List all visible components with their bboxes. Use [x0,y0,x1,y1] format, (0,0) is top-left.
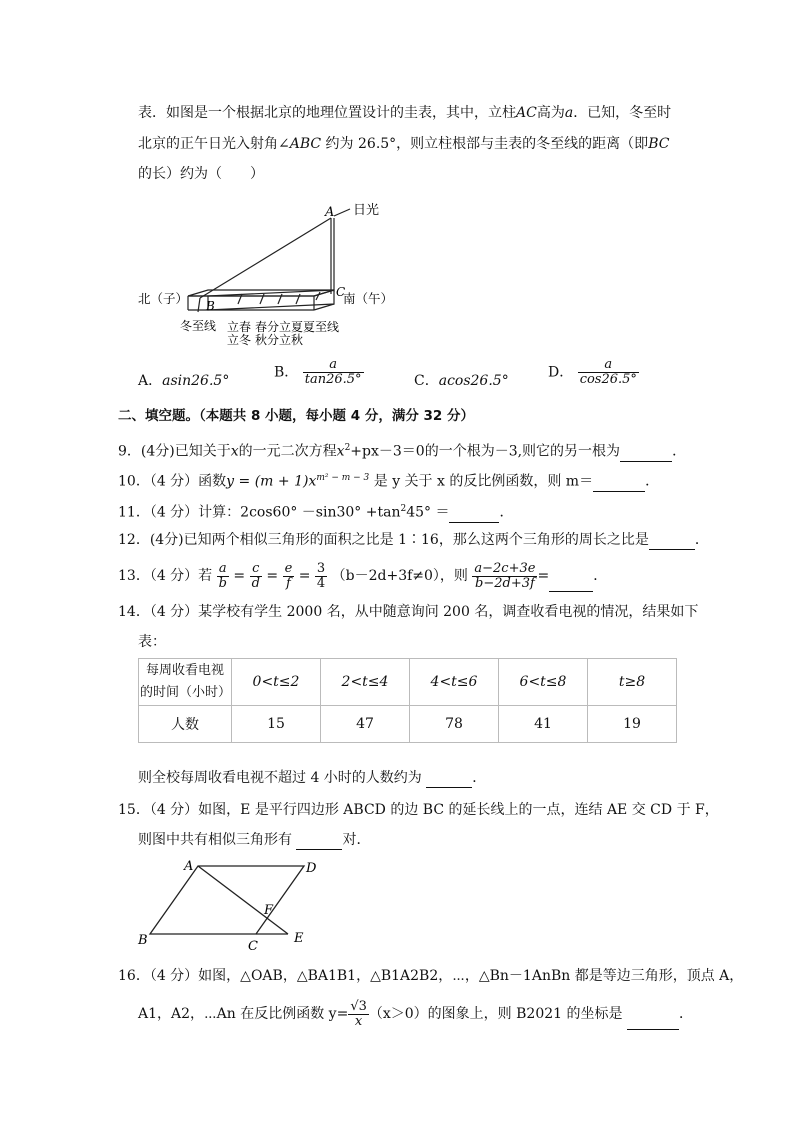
label-summer-line: 夏至线 [303,320,340,334]
q16-line1: 16．（4 分）如图，△OAB，△BA1B1，△B1A2B2，⋯，△Bn－1AnBn 都是等边三角形，顶点 A， [118,968,744,984]
table-count: 47 [321,706,410,743]
label-autumn-equinox: 秋分 [255,333,280,347]
table-header-label: 每周收看电视 的时间（小时） [139,659,232,706]
q8-line3: 的长）约为（ ） [138,166,264,182]
q14-blank[interactable] [426,773,472,788]
label-summer-begin: 立夏 [279,320,304,334]
label-south: 南（午） [343,291,394,306]
label-winter-begin: 立冬 [227,333,252,347]
q12-blank[interactable] [649,535,695,550]
table-range: t≥8 [588,659,677,706]
label-C: C [336,285,346,299]
label-F: F [264,903,274,918]
option-a[interactable]: A．asin26.5° [138,373,230,389]
q15-line1: 15．（4 分）如图，E 是平行四边形 ABCD 的边 BC 的延长线上的一点，连结 AE 交 CD 于 F， [118,802,719,818]
q15-blank[interactable] [296,835,342,850]
label-winter-line: 冬至线 [180,319,217,333]
table-count: 19 [588,706,677,743]
q11-blank[interactable] [449,508,499,523]
q9: 9．(4分)已知关于x的一元二次方程$x^2+px-3=0$的一个根为－3,则它的另一根为 ． [118,443,687,460]
label-D: D [306,861,317,876]
q16-blank[interactable] [627,1015,679,1030]
q13: 13．（4 分）若 $\frac{a}{b}$ = $\frac{c}{d}$ = $\frac{e}{f}$ = $\frac{3}{4}$ （b－2d+3f≠0），则 $\frac{a-2c+3e}{b-2d+3f}$ = ． [118,560,608,591]
table-count: 15 [232,706,321,743]
table-range: 4<t≤6 [410,659,499,706]
parallelogram-figure [134,856,324,952]
q9-blank[interactable] [620,447,672,462]
label-spring-equinox: 春分 [255,320,280,334]
table-count: 41 [499,706,588,743]
label-sunlight: 日光 [353,203,380,218]
q14-line2: 表： [138,634,166,650]
q11: 11．（4 分）计算：$2\cos 60^\circ -\sin 30^\circ +\tan^245^\circ$ ＝ ． [118,504,514,521]
label-spring-begin: 立春 [227,320,252,334]
label-A: A [325,205,335,220]
q15-line2: 则图中共有相似三角形有 对． [138,832,371,848]
label-B: B [206,299,215,313]
table-range: 0<t≤2 [232,659,321,706]
q16-line2: A1，A2，⋯An 在反比例函数 y= $\frac{√3}{x}$ （x＞0）的图象上，则 B2021 的坐标是 ． [138,998,693,1029]
q10-blank[interactable] [593,477,645,492]
q10: 10．（4 分）函数$y = (m + 1)x^{m^2 - m - 3}$ 是 y 关于 x 的反比例函数，则 m＝ ． [118,473,660,490]
option-c[interactable]: C．acos26.5° [414,373,509,389]
table-range: 2<t≤4 [321,659,410,706]
label-autumn-begin: 立秋 [279,333,304,347]
label-north: 北（子） [138,291,189,306]
gnomon-figure [138,200,394,360]
table-row-label: 人数 [139,706,232,743]
q8-line2: 北京的正午日光入射角∠ABC 约为 26.5°，则立柱根部与圭表的冬至线的距离（即BC [138,136,670,152]
label-E: E [294,931,304,946]
q8-line1: 表．如图是一个根据北京的地理位置设计的圭表，其中，立柱AC高为a．已知，冬至时 [138,105,672,121]
table-count: 78 [410,706,499,743]
tv-time-table [138,658,677,743]
option-b[interactable]: B． $\frac{a}{\tan 26.5^\circ}$ [274,357,362,387]
section-heading: 二、填空题。（本题共 8 小题，每小题 4 分，满分 32 分） [118,408,475,424]
option-d[interactable]: D． $\frac{a}{\cos 26.5^\circ}$ [548,357,637,387]
q14-line3: 则全校每周收看电视不超过 4 小时的人数约为 ． [138,770,487,786]
label-A: A [184,859,194,874]
q13-blank[interactable] [549,577,593,592]
table-range: 6<t≤8 [499,659,588,706]
q12: 12．(4分)已知两个相似三角形的面积之比是 1∶16，那么这两个三角形的周长之比是 ． [118,532,709,548]
label-B: B [138,933,148,948]
q14-line1: 14．（4 分）某学校有学生 2000 名，从中随意询问 200 名，调查收看电视的情况，结果如下 [118,604,699,620]
label-C: C [248,939,258,954]
